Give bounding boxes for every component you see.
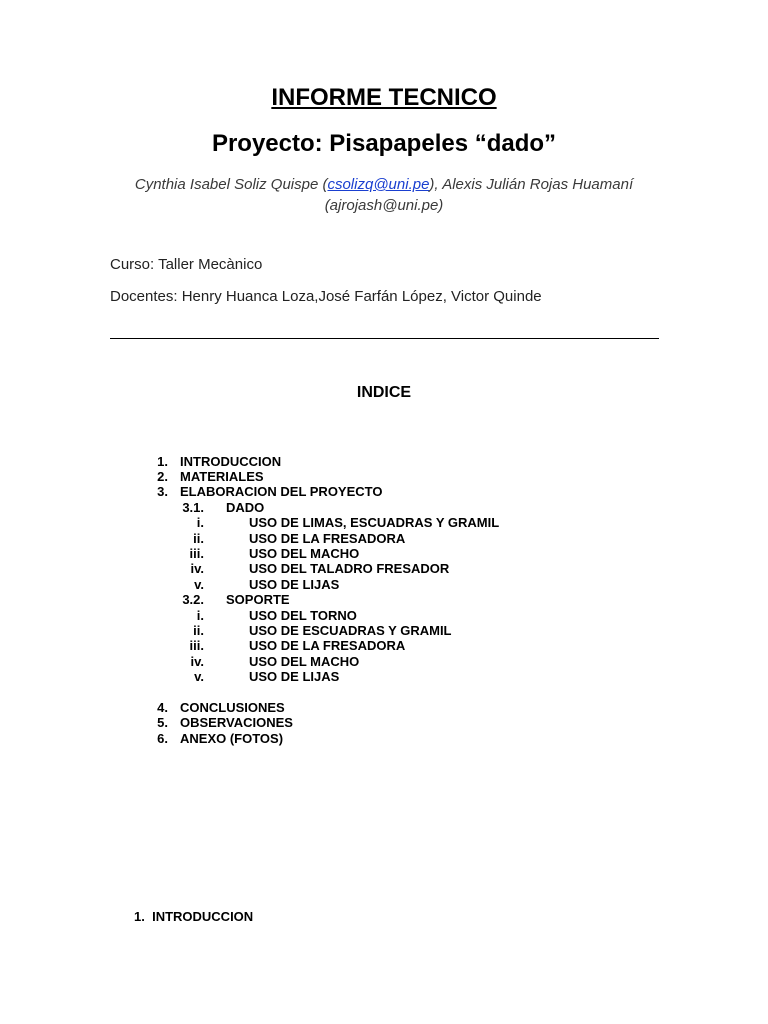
toc-item-label: USO DE LA FRESADORA [249,638,406,653]
toc-item-number: v. [194,577,204,592]
toc-item-label: USO DE LA FRESADORA [249,531,406,546]
author-line-prefix: Cynthia Isabel Soliz Quispe ( [134,176,328,193]
toc-item-label: ELABORACION DEL PROYECTO [180,484,383,499]
toc-item-label: CONCLUSIONES [180,700,285,715]
document-title: INFORME TECNICO [271,84,497,111]
toc-item-label: INTRODUCCION [180,454,282,469]
toc-item-label: OBSERVACIONES [180,715,293,730]
section-number: 1. [134,909,145,924]
document-subtitle: Proyecto: Pisapapeles “dado” [211,130,557,157]
author-email-2: (ajrojash@uni.pe) [324,197,444,214]
author-email-link[interactable]: csolizq@uni.pe [327,176,430,193]
toc-item-label: USO DEL MACHO [249,546,360,561]
toc-item-label: USO DE ESCUADRAS Y GRAMIL [249,623,452,638]
toc-item-number: ii. [193,623,204,638]
toc-item-number: i. [196,515,204,530]
toc-item-number: 3.1. [182,500,204,515]
toc-item-label: MATERIALES [180,469,264,484]
toc-item-number: iii. [189,638,204,653]
toc-item-number: ii. [193,531,204,546]
toc-item-label: USO DEL MACHO [249,654,360,669]
toc-item-label: SOPORTE [226,592,290,607]
authors-block [100,174,668,216]
toc-item-number: 1. [157,454,168,469]
horizontal-divider [110,338,659,339]
toc-item-number: 2. [157,469,168,484]
toc-item-label: DADO [226,500,265,515]
toc-item-number: 3. [157,484,168,499]
toc-item-number: i. [196,608,204,623]
toc-item-label: ANEXO (FOTOS) [180,731,284,746]
index-title: INDICE [356,384,412,401]
course-line: Curso: Taller Mecànico [110,256,263,273]
toc-item-label: USO DE LIJAS [249,669,340,684]
toc-item-label: USO DEL TORNO [249,608,357,623]
section-title: INTRODUCCION [152,909,254,924]
section-heading-introduccion [134,909,253,924]
toc-item-number: iv. [190,654,204,669]
toc-item-number: v. [194,669,204,684]
author-line-middle: ), Alexis Julián Rojas Huamaní [429,176,634,193]
toc-item-number: 6. [157,731,168,746]
teachers-line: Docentes: Henry Huanca Loza,José Farfán López, Victor Quinde [110,288,542,305]
toc-item-number: 4. [157,700,168,715]
toc-item-label: USO DEL TALADRO FRESADOR [249,561,450,576]
toc-item-number: iii. [189,546,204,561]
toc-item-label: USO DE LIJAS [249,577,340,592]
toc-item-label: USO DE LIMAS, ESCUADRAS Y GRAMIL [249,515,500,530]
toc-item-number: iv. [190,561,204,576]
toc-item-number: 3.2. [182,592,204,607]
toc-item-number: 5. [157,715,168,730]
